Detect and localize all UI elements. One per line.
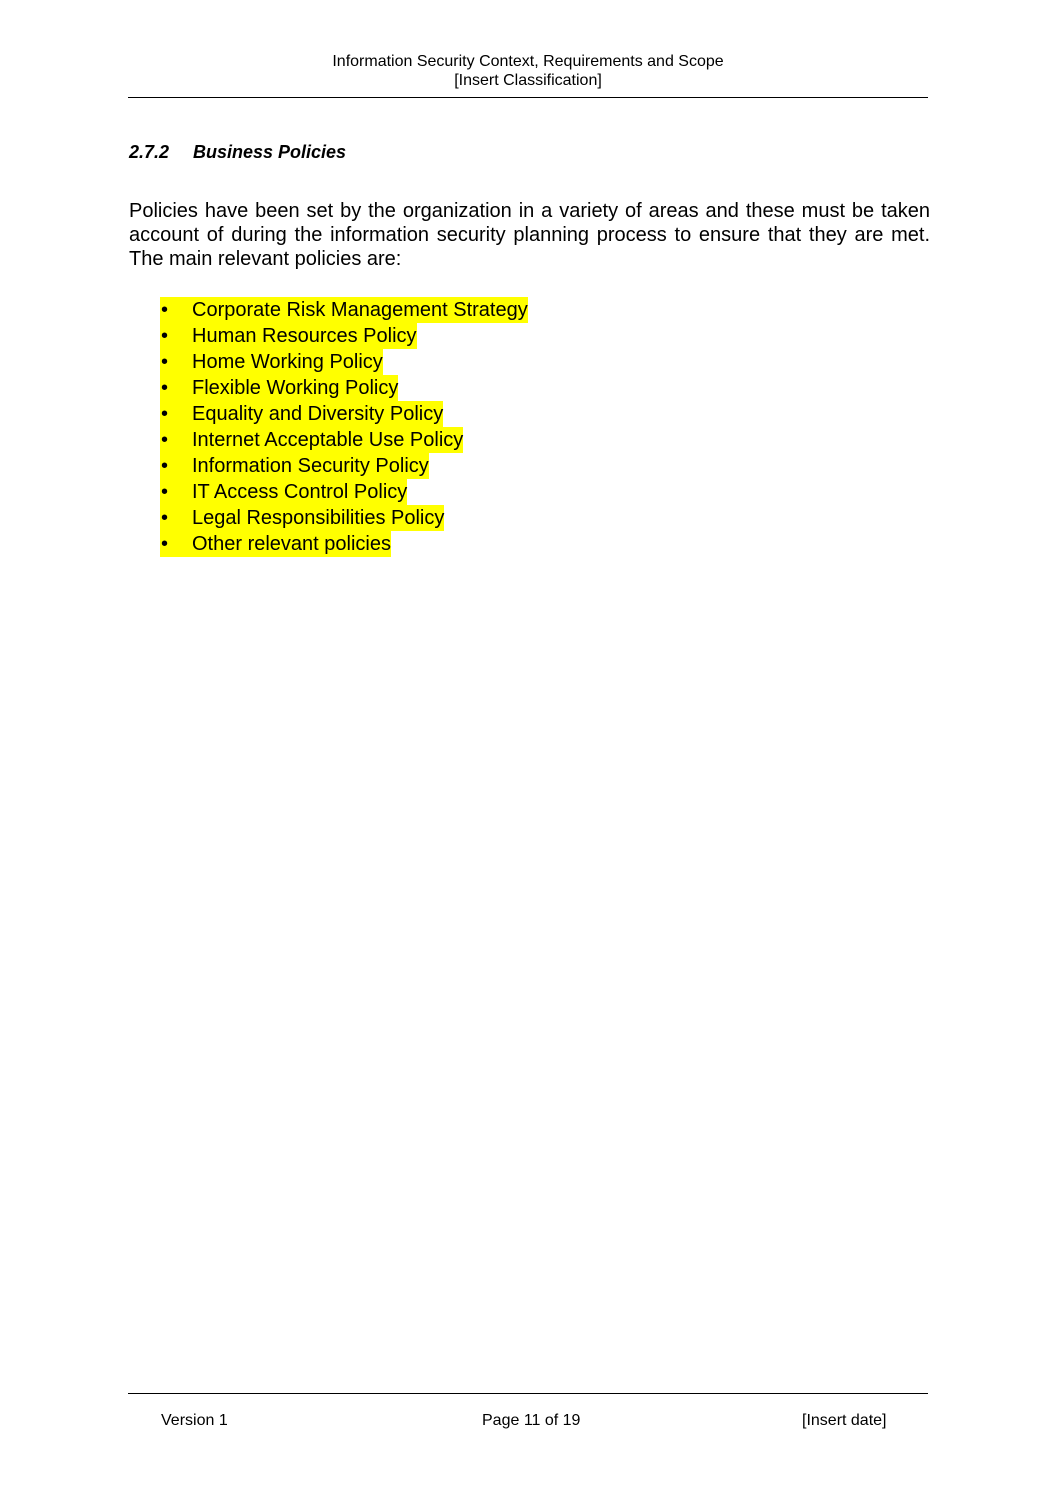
highlighted-text <box>160 349 383 375</box>
policy-label: Flexible Working Policy <box>192 377 399 399</box>
policy-label: Equality and Diversity Policy <box>192 403 444 425</box>
bullet-icon: • <box>161 533 169 555</box>
list-item <box>160 505 528 531</box>
list-item <box>160 297 528 323</box>
bullet-icon: • <box>161 325 169 347</box>
classification-label: [Insert Classification] <box>454 72 602 89</box>
policy-label: Home Working Policy <box>192 351 383 373</box>
highlighted-text <box>160 375 398 401</box>
document-title: Information Security Context, Requirements and Scope <box>332 53 724 70</box>
body-paragraph: Policies have been set by the organization in a variety of areas and these must be taken account of during the information security planning process to ensure that they are met. The main relevant policies are: <box>129 200 930 270</box>
bullet-icon: • <box>161 403 169 425</box>
policy-list <box>160 297 528 557</box>
bullet-icon: • <box>161 377 169 399</box>
highlighted-text <box>160 427 463 453</box>
footer-divider <box>128 1393 928 1394</box>
highlighted-text <box>160 531 391 557</box>
highlighted-text <box>160 323 417 349</box>
highlighted-text <box>160 505 444 531</box>
list-item <box>160 323 528 349</box>
policy-label: Other relevant policies <box>192 533 391 555</box>
list-item <box>160 453 528 479</box>
policy-label: Information Security Policy <box>192 455 429 477</box>
section-heading <box>129 142 346 163</box>
footer-version: Version 1 <box>161 1412 228 1429</box>
page-header <box>128 52 928 90</box>
policy-label: Human Resources Policy <box>192 325 417 347</box>
policy-label: IT Access Control Policy <box>192 481 408 503</box>
footer-page-number: Page 11 of 19 <box>482 1412 581 1429</box>
highlighted-text <box>160 453 429 479</box>
list-item <box>160 531 528 557</box>
highlighted-text <box>160 297 528 323</box>
policy-label: Corporate Risk Management Strategy <box>192 299 528 321</box>
list-item <box>160 427 528 453</box>
bullet-icon: • <box>161 455 169 477</box>
bullet-icon: • <box>161 429 169 451</box>
list-item <box>160 401 528 427</box>
section-title: Business Policies <box>193 142 347 162</box>
policy-label: Legal Responsibilities Policy <box>192 507 445 529</box>
list-item <box>160 479 528 505</box>
section-number: 2.7.2 <box>129 142 170 162</box>
header-divider <box>128 97 928 98</box>
bullet-icon: • <box>161 507 169 529</box>
bullet-icon: • <box>161 351 169 373</box>
bullet-icon: • <box>161 299 169 321</box>
bullet-icon: • <box>161 481 169 503</box>
list-item <box>160 375 528 401</box>
highlighted-text <box>160 401 443 427</box>
highlighted-text <box>160 479 407 505</box>
policy-label: Internet Acceptable Use Policy <box>192 429 464 451</box>
list-item <box>160 349 528 375</box>
footer-date: [Insert date] <box>802 1412 887 1429</box>
